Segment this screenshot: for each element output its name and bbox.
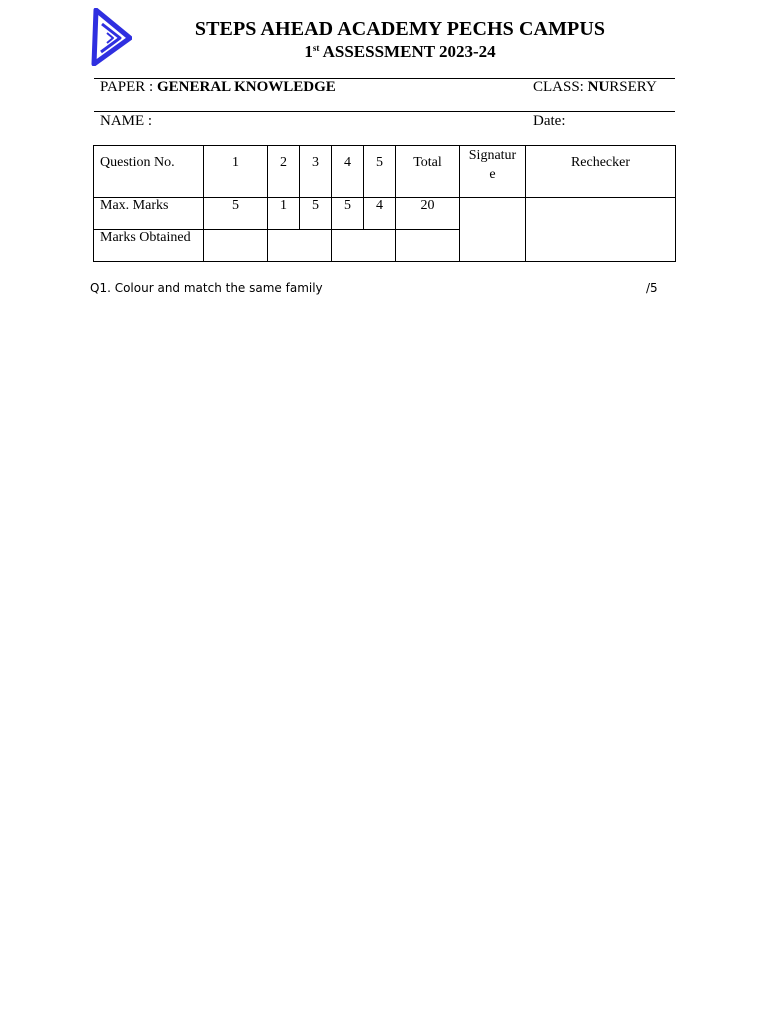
paper-value: GENERAL KNOWLEDGE <box>156 79 336 95</box>
class-label: CLASS: <box>533 79 588 95</box>
question-number: 5 <box>364 146 396 198</box>
name-label: NAME : <box>100 113 153 129</box>
question-no-header: Question No. <box>94 146 204 198</box>
obtained-cell <box>332 230 396 262</box>
paper-field <box>100 79 336 96</box>
table-row <box>94 146 676 198</box>
assessment-ordinal: st <box>312 43 320 53</box>
question-number: 2 <box>268 146 300 198</box>
class-value-bold: NU <box>587 79 610 95</box>
school-logo <box>90 8 132 66</box>
table-row <box>94 198 676 230</box>
marks-obtained-label: Marks Obtained <box>94 230 204 262</box>
question-1-marks: /5 <box>646 281 658 295</box>
obtained-cell <box>204 230 268 262</box>
max-marks-label: Max. Marks <box>94 198 204 230</box>
question-number: 1 <box>204 146 268 198</box>
question-number: 3 <box>300 146 332 198</box>
rechecker-cell <box>526 198 676 262</box>
assessment-number: 1 <box>304 42 313 61</box>
assessment-label: ASSESSMENT 2023-24 <box>319 42 496 61</box>
obtained-cell <box>268 230 332 262</box>
class-field <box>533 79 657 96</box>
question-1-text: Q1. Colour and match the same family <box>90 281 323 295</box>
signature-cell <box>460 198 526 262</box>
max-total-cell: 20 <box>396 198 460 230</box>
obtained-total-cell <box>396 230 460 262</box>
divider-line <box>94 111 675 112</box>
max-mark-cell: 4 <box>364 198 396 230</box>
question-number: 4 <box>332 146 364 198</box>
max-mark-cell: 5 <box>300 198 332 230</box>
marks-table <box>93 145 676 262</box>
school-name: STEPS AHEAD ACADEMY PECHS CAMPUS <box>194 18 606 40</box>
max-mark-cell: 1 <box>268 198 300 230</box>
total-header: Total <box>396 146 460 198</box>
paper-label: PAPER : <box>100 79 157 95</box>
signature-header: Signatur e <box>460 146 526 198</box>
rechecker-header: Rechecker <box>526 146 676 198</box>
assessment-title <box>150 42 650 62</box>
max-mark-cell: 5 <box>332 198 364 230</box>
date-label: Date: <box>533 113 566 129</box>
class-value-rest: RSERY <box>609 79 657 95</box>
max-mark-cell: 5 <box>204 198 268 230</box>
